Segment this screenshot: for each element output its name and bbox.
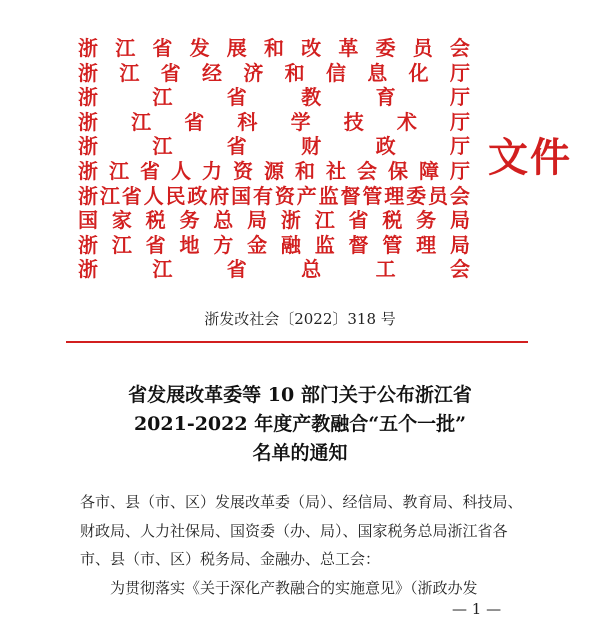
issuer-list: [78, 36, 470, 282]
document-number: 浙发改社会〔2022〕318 号: [204, 310, 396, 328]
issuer-row: 浙 江 省 教 育 厅: [78, 85, 470, 110]
body-line-4: 为贯彻落实《关于深化产教融合的实施意见》（浙政办发: [110, 578, 478, 597]
issuer-row: 浙 江 省 科 学 技 术 厅: [78, 109, 470, 134]
body-line-2: 财政局、人力社保局、国资委（办、局）、国家税务总局浙江省各: [80, 521, 508, 540]
issuer-row: 浙 江 省 地 方 金 融 监 督 管 理 局: [78, 232, 470, 257]
title-line-3: 名单的通知: [252, 442, 348, 464]
document-type-label: 文件: [488, 134, 572, 181]
document-title: [0, 381, 600, 468]
body-line-1: 各市、县（市、区）发展改革委（局）、经信局、教育局、科技局、: [80, 493, 523, 511]
title-line-2: 2021-2022 年度产教融合“五个一批”: [133, 413, 467, 435]
issuer-row: 国 家 税 务 总 局 浙 江 省 税 务 局: [78, 208, 470, 233]
issuer-row: 浙 江 省 人 力 资 源 和 社 会 保 障 厅: [78, 158, 470, 183]
red-divider-line: [66, 341, 528, 343]
title-line-1: 省发展改革委等 10 部门关于公布浙江省: [128, 384, 472, 406]
issuer-row: 浙 江 省 财 政 厅: [78, 134, 470, 159]
issuer-row: 浙江省人民政府国有资产监督管理委员会: [78, 183, 470, 208]
body-line-3: 市、县（市、区）税务局、金融办、总工会：: [80, 550, 381, 568]
issuer-row: 浙 江 省 发 展 和 改 革 委 员 会: [78, 36, 470, 60]
document-body: [80, 488, 540, 602]
page-number: — 1 —: [452, 600, 502, 618]
issuer-row: 浙 江 省 经 济 和 信 息 化 厅: [78, 60, 470, 85]
issuer-row: 浙 江 省 总 工 会: [78, 257, 470, 282]
